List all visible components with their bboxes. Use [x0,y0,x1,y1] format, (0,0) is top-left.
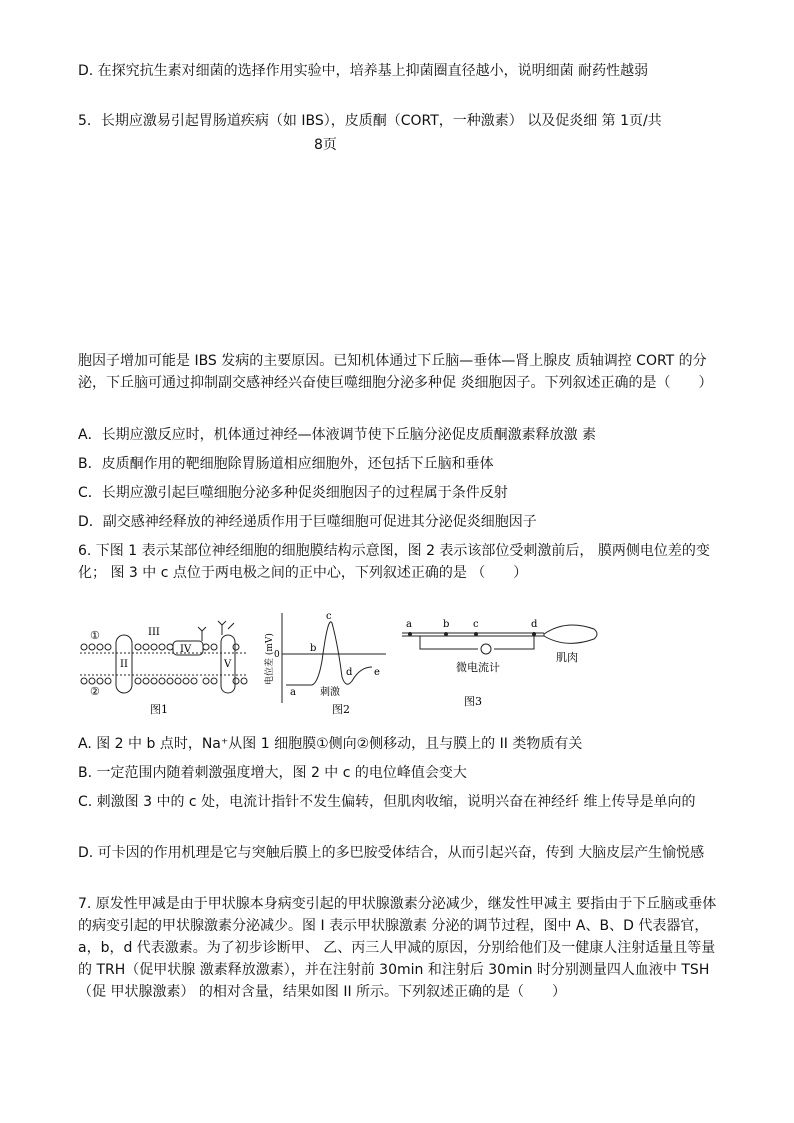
fig3-diagram [402,625,597,654]
q6-option-d: D. 可卡因的作用机理是它与突触后膜上的多巴胺受体结合，从而引起兴奋，传到 大脑皮层产生愉悦感 [78,845,705,861]
fig2-point-d: d [346,667,353,678]
fig2-point-a: a [290,687,296,698]
q5-option-c: C．长期应激引起巨噬细胞分泌多种促炎细胞因子的过程属于条件反射 [78,485,508,501]
fig1-label-v: V [224,659,232,670]
fig1-label-2: ② [90,685,100,698]
fig3-point-b: b [443,619,450,630]
lipid-heads-bottom [81,678,247,684]
fig3-point-d: d [531,619,538,630]
fig2-point-c: c [326,611,332,622]
q5-option-b: B．皮质酮作用的靶细胞除胃肠道相应细胞外，还包括下丘脑和垂体 [78,456,494,472]
fig1-label-iii: III [148,627,160,638]
fig1-label-1: ① [90,629,100,642]
fig2-point-e: e [374,667,380,678]
q6-option-a: A. 图 2 中 b 点时，Na⁺从图 1 细胞膜①侧向②侧移动，且与膜上的 II 类物质有关 [78,736,583,752]
q5-option-d: D．副交感神经释放的神经递质作用于巨噬细胞可促进其分泌促炎细胞因子 [78,514,537,530]
q5-stem-continued: 胞因子增加可能是 IBS 发病的主要原因。已知机体通过下丘脑—垂体—肾上腺皮 质轴调控 CORT 的分泌，下丘脑可通过抑制副交感神经兴奋使巨噬细胞分泌多种促 炎细胞因子。下列叙述正确的是（ ） [78,353,713,391]
fig3-point-c: c [473,619,479,630]
q6-option-c: C. 刺激图 3 中的 c 处，电流计指针不发生偏转，但肌肉收缩，说明兴奋在神经纤 维上传导是单向的 [78,794,696,810]
q6-stem: 6. 下图 1 表示某部位神经细胞的细胞膜结构示意图，图 2 表示该部位受刺激前后， 膜两侧电位差的变化； 图 3 中 c 点位于两电极之间的正中心，下列叙述正确的是 （ ） [78,543,710,581]
fig3-muscle-label: 肌肉 [556,651,578,664]
fig2-zero: 0 [274,650,280,660]
fig3-caption: 图3 [464,695,482,708]
fig3-meter-label: 微电流计 [456,661,500,674]
fig2-point-b: b [310,643,317,654]
lipid-heads-top [81,644,239,650]
q6-figure [76,605,616,720]
fig1-label-iv: IV [180,644,192,655]
q6-option-b: B. 一定范围内随着刺激强度增大，图 2 中 c 的电位峰值会变大 [78,765,467,781]
fig1-membrane [80,621,247,693]
page-total: 8页 [314,137,337,153]
q4-option-d: D. 在探究抗生素对细菌的选择作用实验中，培养基上抑菌圈直径越小，说明细菌 耐药性越弱 [78,63,649,79]
q5-option-a: A．长期应激反应时，机体通过神经—体液调节使下丘脑分泌促皮质酮激素释放激 素 [78,427,597,443]
fig1-caption: 图1 [150,703,168,716]
q7-stem: 7. 原发性甲减是由于甲状腺本身病变引起的甲状腺激素分泌减少，继发性甲减主 要指由于下丘脑或垂体的病变引起的甲状腺激素分泌减少。图 I 表示甲状腺激素 分泌的调节过程，图中 A、B、D 代表器官，a，b，d 代表激素。为了初步诊断甲、 乙、丙三人甲减的原因，分别给他们及一健康人注射适量且等量的 TRH（促甲状腺 激素释放激素），并在注射前 30min 和注射后 30min 时分别测量四人血液中 TSH（促 甲状腺激素） 的相对含量，结果如图 II 所示。下列叙述正确的是（ ） [78,896,717,1000]
q5-intro: 5．长期应激易引起胃肠道疾病（如 IBS），皮质酮（CORT，一种激素） 以及促炎细 第 1页/共 [78,113,662,129]
fig2-stimulus: 刺激 [320,687,340,698]
fig2-caption: 图2 [332,703,350,716]
fig1-label-ii: II [120,659,128,670]
fig2-ylabel: 电位差 (mV) [265,633,275,685]
fig3-point-a: a [406,619,412,630]
